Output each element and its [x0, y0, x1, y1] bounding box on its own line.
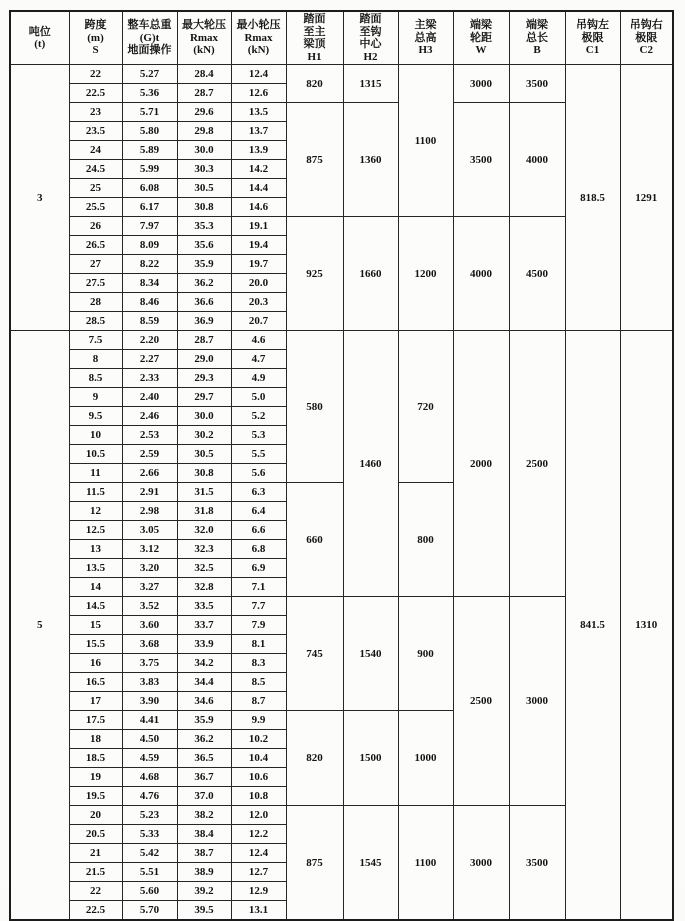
header-line: W [475, 44, 487, 57]
rmax-cell: 31.8 [177, 502, 231, 521]
header-line: H1 [307, 50, 322, 63]
h2-cell: 1500 [343, 711, 398, 806]
span-cell: 21.5 [69, 863, 122, 882]
h3-cell: 1100 [398, 806, 453, 921]
h1-cell: 745 [286, 597, 343, 711]
rmax-cell: 32.5 [177, 559, 231, 578]
rmax-cell: 33.5 [177, 597, 231, 616]
table-body [10, 65, 673, 921]
weight-cell: 4.50 [122, 730, 177, 749]
rmin-cell: 4.7 [231, 350, 286, 369]
weight-cell: 2.40 [122, 388, 177, 407]
rmin-cell: 6.8 [231, 540, 286, 559]
rmin-cell: 13.1 [231, 901, 286, 921]
c1-cell: 841.5 [565, 331, 620, 921]
span-cell: 9.5 [69, 407, 122, 426]
rmax-cell: 38.2 [177, 806, 231, 825]
rmax-cell: 35.9 [177, 255, 231, 274]
header-cell-h1 [286, 11, 343, 65]
b-cell: 4500 [509, 217, 565, 331]
header-line: 吊钩右 [629, 19, 663, 32]
rmin-cell: 6.3 [231, 483, 286, 502]
h2-cell: 1540 [343, 597, 398, 711]
weight-cell: 3.60 [122, 616, 177, 635]
span-cell: 8.5 [69, 369, 122, 388]
rmin-cell: 14.2 [231, 160, 286, 179]
weight-cell: 3.68 [122, 635, 177, 654]
header-cell-span [69, 11, 122, 65]
rmax-cell: 29.0 [177, 350, 231, 369]
b-cell: 4000 [509, 103, 565, 217]
weight-cell: 2.98 [122, 502, 177, 521]
rmin-cell: 14.6 [231, 198, 286, 217]
rmax-cell: 28.7 [177, 331, 231, 350]
rmax-cell: 29.8 [177, 122, 231, 141]
span-cell: 25.5 [69, 198, 122, 217]
header-cell-h2 [343, 11, 398, 65]
weight-cell: 5.51 [122, 863, 177, 882]
tonnage-cell: 5 [10, 331, 69, 921]
w-cell: 3500 [453, 103, 509, 217]
weight-cell: 5.60 [122, 882, 177, 901]
rmax-cell: 38.4 [177, 825, 231, 844]
c1-cell: 818.5 [565, 65, 620, 331]
crane-spec-table [9, 10, 674, 921]
rmax-cell: 30.3 [177, 160, 231, 179]
rmax-cell: 30.5 [177, 445, 231, 464]
rmin-cell: 19.1 [231, 217, 286, 236]
rmax-cell: 36.2 [177, 274, 231, 293]
rmin-cell: 12.0 [231, 806, 286, 825]
span-cell: 19.5 [69, 787, 122, 806]
header-line: C2 [639, 44, 653, 57]
w-cell: 4000 [453, 217, 509, 331]
header-cell-w [453, 11, 509, 65]
h3-cell: 720 [398, 331, 453, 483]
span-cell: 14 [69, 578, 122, 597]
rmin-cell: 8.5 [231, 673, 286, 692]
rmin-cell: 6.6 [231, 521, 286, 540]
header-line: C1 [585, 44, 600, 57]
rmax-cell: 38.7 [177, 844, 231, 863]
h2-cell: 1460 [343, 331, 398, 597]
c2-cell: 1291 [620, 65, 673, 331]
rmin-cell: 20.0 [231, 274, 286, 293]
h1-cell: 875 [286, 103, 343, 217]
rmin-cell: 12.4 [231, 65, 286, 84]
h1-cell: 875 [286, 806, 343, 921]
weight-cell: 3.12 [122, 540, 177, 559]
header-line: 端梁 [526, 19, 548, 32]
weight-cell: 2.59 [122, 445, 177, 464]
weight-cell: 2.53 [122, 426, 177, 445]
rmax-cell: 30.8 [177, 464, 231, 483]
w-cell: 2500 [453, 597, 509, 806]
h3-cell: 800 [398, 483, 453, 597]
rmax-cell: 30.8 [177, 198, 231, 217]
rmin-cell: 19.7 [231, 255, 286, 274]
rmax-cell: 36.7 [177, 768, 231, 787]
weight-cell: 2.91 [122, 483, 177, 502]
rmin-cell: 8.7 [231, 692, 286, 711]
h3-cell: 1000 [398, 711, 453, 806]
span-cell: 12.5 [69, 521, 122, 540]
rmin-cell: 12.6 [231, 84, 286, 103]
span-cell: 22.5 [69, 901, 122, 921]
h1-cell: 660 [286, 483, 343, 597]
h3-cell: 1100 [398, 65, 453, 217]
weight-cell: 4.59 [122, 749, 177, 768]
weight-cell: 5.27 [122, 65, 177, 84]
span-cell: 22 [69, 65, 122, 84]
b-cell: 3000 [509, 597, 565, 806]
header-line: H2 [363, 50, 378, 63]
weight-cell: 3.83 [122, 673, 177, 692]
rmin-cell: 10.4 [231, 749, 286, 768]
weight-cell: 5.42 [122, 844, 177, 863]
weight-cell: 8.22 [122, 255, 177, 274]
weight-cell: 3.90 [122, 692, 177, 711]
rmax-cell: 30.0 [177, 407, 231, 426]
rmin-cell: 5.0 [231, 388, 286, 407]
weight-cell: 5.99 [122, 160, 177, 179]
weight-cell: 3.05 [122, 521, 177, 540]
weight-cell: 5.89 [122, 141, 177, 160]
span-cell: 20.5 [69, 825, 122, 844]
weight-cell: 8.59 [122, 312, 177, 331]
header-line: 主梁 [414, 19, 437, 32]
rmax-cell: 30.5 [177, 179, 231, 198]
header-line: 轮距 [470, 31, 492, 44]
header-line: 至主 [303, 25, 326, 38]
b-cell: 3500 [509, 65, 565, 103]
table-row [10, 331, 673, 350]
header-line: H3 [418, 44, 433, 57]
h2-cell: 1660 [343, 217, 398, 331]
span-cell: 11 [69, 464, 122, 483]
span-cell: 22.5 [69, 84, 122, 103]
weight-cell: 4.41 [122, 711, 177, 730]
weight-cell: 6.08 [122, 179, 177, 198]
weight-cell: 5.80 [122, 122, 177, 141]
rmin-cell: 8.3 [231, 654, 286, 673]
header-cell-tonnage [10, 11, 69, 65]
span-cell: 28 [69, 293, 122, 312]
span-cell: 26.5 [69, 236, 122, 255]
weight-cell: 5.23 [122, 806, 177, 825]
span-cell: 24 [69, 141, 122, 160]
header-cell-c2 [620, 11, 673, 65]
rmin-cell: 19.4 [231, 236, 286, 255]
h2-cell: 1545 [343, 806, 398, 921]
span-cell: 13.5 [69, 559, 122, 578]
rmin-cell: 9.9 [231, 711, 286, 730]
span-cell: 9 [69, 388, 122, 407]
header-line: (kN) [193, 44, 215, 57]
header-line: 跨度 [84, 19, 107, 32]
span-cell: 22 [69, 882, 122, 901]
rmax-cell: 38.9 [177, 863, 231, 882]
header-line: 踏面 [303, 13, 326, 25]
rmax-cell: 29.6 [177, 103, 231, 122]
weight-cell: 4.76 [122, 787, 177, 806]
header-cell-h3 [398, 11, 453, 65]
header-line: 极限 [581, 31, 604, 44]
span-cell: 23.5 [69, 122, 122, 141]
rmin-cell: 13.5 [231, 103, 286, 122]
rmin-cell: 6.9 [231, 559, 286, 578]
span-cell: 27.5 [69, 274, 122, 293]
header-line: 总高 [414, 31, 437, 44]
rmin-cell: 12.7 [231, 863, 286, 882]
rmin-cell: 13.9 [231, 141, 286, 160]
rmin-cell: 20.3 [231, 293, 286, 312]
span-cell: 17 [69, 692, 122, 711]
rmin-cell: 10.8 [231, 787, 286, 806]
header-line: 梁顶 [303, 38, 326, 50]
rmin-cell: 20.7 [231, 312, 286, 331]
h1-cell: 820 [286, 65, 343, 103]
weight-cell: 3.52 [122, 597, 177, 616]
weight-cell: 3.75 [122, 654, 177, 673]
header-line: Rmax [244, 31, 273, 44]
span-cell: 15 [69, 616, 122, 635]
weight-cell: 6.17 [122, 198, 177, 217]
header-line: B [533, 44, 541, 57]
header-line: (G)t [139, 31, 160, 44]
rmax-cell: 39.2 [177, 882, 231, 901]
header-line: 总长 [526, 31, 548, 44]
rmin-cell: 7.9 [231, 616, 286, 635]
weight-cell: 4.68 [122, 768, 177, 787]
rmax-cell: 35.6 [177, 236, 231, 255]
span-cell: 16.5 [69, 673, 122, 692]
rmax-cell: 29.3 [177, 369, 231, 388]
weight-cell: 8.34 [122, 274, 177, 293]
rmax-cell: 36.6 [177, 293, 231, 312]
h1-cell: 580 [286, 331, 343, 483]
weight-cell: 8.46 [122, 293, 177, 312]
weight-cell: 3.27 [122, 578, 177, 597]
header-line: (t) [34, 38, 46, 50]
span-cell: 28.5 [69, 312, 122, 331]
span-cell: 8 [69, 350, 122, 369]
span-cell: 23 [69, 103, 122, 122]
rmin-cell: 4.9 [231, 369, 286, 388]
rmax-cell: 37.0 [177, 787, 231, 806]
table-row [10, 65, 673, 84]
header-line: 最大轮压 [182, 19, 226, 32]
header-cell-rmin [231, 11, 286, 65]
header-line: 极限 [635, 31, 658, 44]
weight-cell: 5.71 [122, 103, 177, 122]
rmax-cell: 33.9 [177, 635, 231, 654]
rmin-cell: 6.4 [231, 502, 286, 521]
rmax-cell: 31.5 [177, 483, 231, 502]
header-line: (kN) [247, 44, 270, 57]
span-cell: 14.5 [69, 597, 122, 616]
span-cell: 12 [69, 502, 122, 521]
rmin-cell: 12.2 [231, 825, 286, 844]
header-line: 中心 [359, 38, 382, 50]
rmax-cell: 33.7 [177, 616, 231, 635]
weight-cell: 2.20 [122, 331, 177, 350]
header-line: 吨位 [28, 25, 51, 38]
header-line: 地面操作 [127, 44, 172, 57]
span-cell: 24.5 [69, 160, 122, 179]
span-cell: 11.5 [69, 483, 122, 502]
b-cell: 3500 [509, 806, 565, 921]
rmin-cell: 5.2 [231, 407, 286, 426]
span-cell: 21 [69, 844, 122, 863]
weight-cell: 2.46 [122, 407, 177, 426]
c2-cell: 1310 [620, 331, 673, 921]
rmax-cell: 34.4 [177, 673, 231, 692]
span-cell: 17.5 [69, 711, 122, 730]
weight-cell: 5.36 [122, 84, 177, 103]
h3-cell: 1200 [398, 217, 453, 331]
rmax-cell: 32.0 [177, 521, 231, 540]
rmax-cell: 34.2 [177, 654, 231, 673]
span-cell: 10 [69, 426, 122, 445]
rmin-cell: 4.6 [231, 331, 286, 350]
span-cell: 26 [69, 217, 122, 236]
span-cell: 18 [69, 730, 122, 749]
table-header [10, 11, 673, 65]
weight-cell: 2.66 [122, 464, 177, 483]
header-line: 端梁 [470, 19, 492, 32]
header-cell-weight [122, 11, 177, 65]
header-line: 至钩 [359, 25, 382, 38]
span-cell: 16 [69, 654, 122, 673]
rmax-cell: 36.5 [177, 749, 231, 768]
header-line: S [92, 44, 99, 57]
rmin-cell: 5.3 [231, 426, 286, 445]
rmax-cell: 32.3 [177, 540, 231, 559]
rmax-cell: 30.2 [177, 426, 231, 445]
span-cell: 13 [69, 540, 122, 559]
header-line: 整车总重 [127, 19, 172, 32]
rmin-cell: 12.4 [231, 844, 286, 863]
rmin-cell: 5.5 [231, 445, 286, 464]
rmax-cell: 35.9 [177, 711, 231, 730]
span-cell: 15.5 [69, 635, 122, 654]
span-cell: 19 [69, 768, 122, 787]
header-line: 吊钩左 [576, 19, 609, 32]
rmax-cell: 36.2 [177, 730, 231, 749]
span-cell: 27 [69, 255, 122, 274]
rmax-cell: 34.6 [177, 692, 231, 711]
weight-cell: 7.97 [122, 217, 177, 236]
h2-cell: 1315 [343, 65, 398, 103]
h3-cell: 900 [398, 597, 453, 711]
span-cell: 18.5 [69, 749, 122, 768]
rmin-cell: 13.7 [231, 122, 286, 141]
tonnage-cell: 3 [10, 65, 69, 331]
h1-cell: 820 [286, 711, 343, 806]
rmin-cell: 14.4 [231, 179, 286, 198]
header-cell-b [509, 11, 565, 65]
weight-cell: 3.20 [122, 559, 177, 578]
header-cell-c1 [565, 11, 620, 65]
b-cell: 2500 [509, 331, 565, 597]
rmax-cell: 35.3 [177, 217, 231, 236]
span-cell: 25 [69, 179, 122, 198]
header-row [10, 11, 673, 65]
rmin-cell: 5.6 [231, 464, 286, 483]
h2-cell: 1360 [343, 103, 398, 217]
weight-cell: 5.33 [122, 825, 177, 844]
w-cell: 3000 [453, 806, 509, 921]
header-line: 最小轮压 [236, 19, 281, 32]
span-cell: 10.5 [69, 445, 122, 464]
rmin-cell: 7.7 [231, 597, 286, 616]
rmin-cell: 7.1 [231, 578, 286, 597]
weight-cell: 5.70 [122, 901, 177, 921]
header-line: Rmax [189, 31, 219, 44]
rmax-cell: 28.4 [177, 65, 231, 84]
rmax-cell: 32.8 [177, 578, 231, 597]
header-line: 踏面 [359, 13, 382, 25]
rmax-cell: 30.0 [177, 141, 231, 160]
rmax-cell: 39.5 [177, 901, 231, 921]
rmax-cell: 29.7 [177, 388, 231, 407]
weight-cell: 2.33 [122, 369, 177, 388]
h1-cell: 925 [286, 217, 343, 331]
w-cell: 2000 [453, 331, 509, 597]
rmin-cell: 10.6 [231, 768, 286, 787]
weight-cell: 2.27 [122, 350, 177, 369]
rmax-cell: 36.9 [177, 312, 231, 331]
header-cell-rmax [177, 11, 231, 65]
rmin-cell: 8.1 [231, 635, 286, 654]
header-line: (m) [87, 31, 104, 44]
w-cell: 3000 [453, 65, 509, 103]
span-cell: 7.5 [69, 331, 122, 350]
rmin-cell: 10.2 [231, 730, 286, 749]
weight-cell: 8.09 [122, 236, 177, 255]
span-cell: 20 [69, 806, 122, 825]
rmax-cell: 28.7 [177, 84, 231, 103]
rmin-cell: 12.9 [231, 882, 286, 901]
